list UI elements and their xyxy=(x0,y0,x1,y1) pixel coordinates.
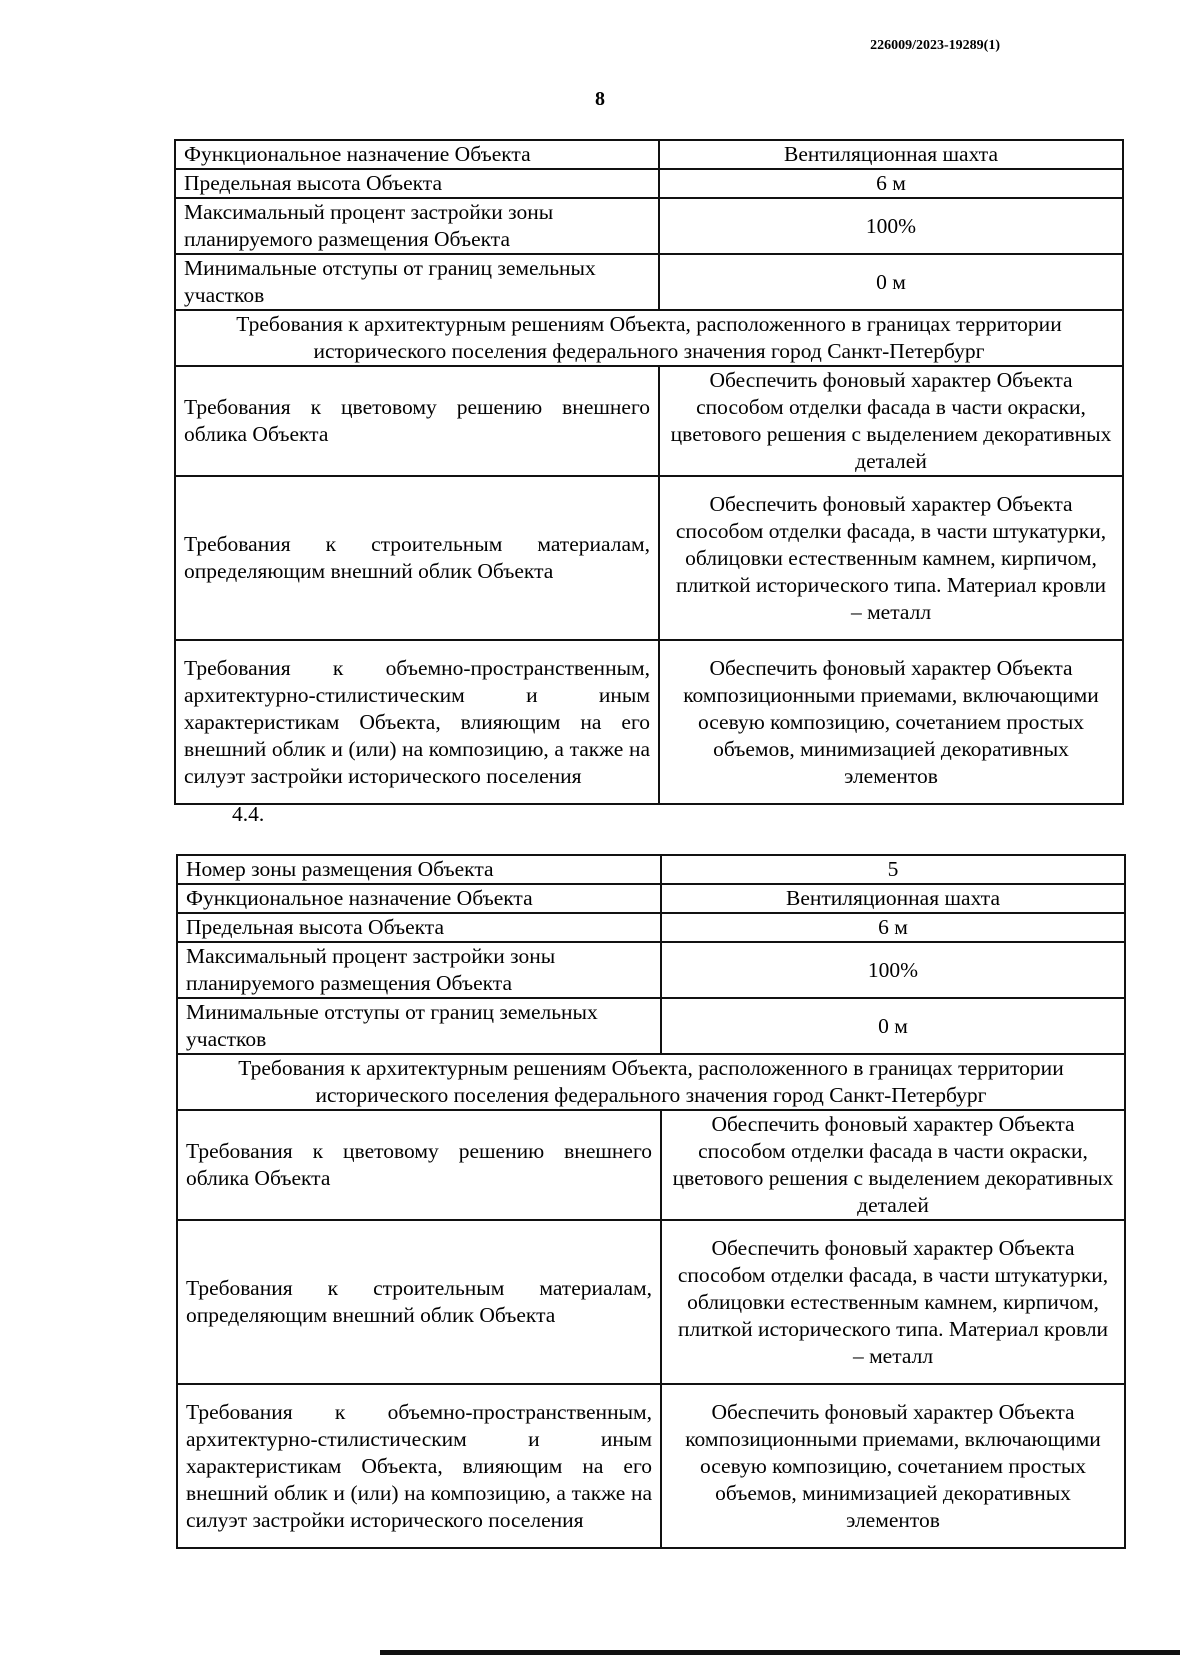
requirement-label: Требования к объемно-пространственным, архитектурно-стилистическим и иным характеристикам Объекта, влияющим на его внешний облик и (или) на композицию, а также на силуэт застройки исторического поселения xyxy=(177,1384,661,1548)
table-row xyxy=(175,140,1123,169)
section-heading-row xyxy=(177,1054,1125,1110)
table-row xyxy=(177,1384,1125,1548)
row-value: 100% xyxy=(659,198,1123,254)
bottom-divider xyxy=(380,1650,1180,1655)
requirement-value: Обеспечить фоновый характер Объекта композиционными приемами, включающими осевую композицию, сочетанием простых объемов, минимизацией декоративных элементов xyxy=(659,640,1123,804)
requirement-value: Обеспечить фоновый характер Объекта способом отделки фасада, в части штукатурки, облицовки естественным камнем, кирпичом, плиткой исторического типа. Материал кровли – металл xyxy=(661,1220,1125,1384)
requirement-label: Требования к строительным материалам, определяющим внешний облик Объекта xyxy=(175,476,659,640)
table-row xyxy=(175,254,1123,310)
requirements-table-1 xyxy=(174,139,1124,805)
row-value: Вентиляционная шахта xyxy=(661,884,1125,913)
table-row xyxy=(177,884,1125,913)
row-label: Номер зоны размещения Объекта xyxy=(177,855,661,884)
row-label: Функциональное назначение Объекта xyxy=(177,884,661,913)
row-label: Максимальный процент застройки зоны планируемого размещения Объекта xyxy=(175,198,659,254)
section-heading: Требования к архитектурным решениям Объекта, расположенного в границах территории исторического поселения федерального значения город Санкт-Петербург xyxy=(177,1054,1125,1110)
row-label: Предельная высота Объекта xyxy=(177,913,661,942)
requirement-label: Требования к объемно-пространственным, архитектурно-стилистическим и иным характеристикам Объекта, влияющим на его внешний облик и (или) на композицию, а также на силуэт застройки исторического поселения xyxy=(175,640,659,804)
row-value: 6 м xyxy=(659,169,1123,198)
table-row xyxy=(175,198,1123,254)
row-label: Предельная высота Объекта xyxy=(175,169,659,198)
requirement-value: Обеспечить фоновый характер Объекта композиционными приемами, включающими осевую композицию, сочетанием простых объемов, минимизацией декоративных элементов xyxy=(661,1384,1125,1548)
section-heading-row xyxy=(175,310,1123,366)
row-value: 5 xyxy=(661,855,1125,884)
row-value: 0 м xyxy=(661,998,1125,1054)
section-number: 4.4. xyxy=(232,802,265,826)
requirement-label: Требования к строительным материалам, определяющим внешний облик Объекта xyxy=(177,1220,661,1384)
requirement-label: Требования к цветовому решению внешнего облика Объекта xyxy=(175,366,659,476)
row-value: 0 м xyxy=(659,254,1123,310)
row-value: 100% xyxy=(661,942,1125,998)
table-row xyxy=(177,855,1125,884)
section-heading: Требования к архитектурным решениям Объекта, расположенного в границах территории исторического поселения федерального значения город Санкт-Петербург xyxy=(175,310,1123,366)
table-row xyxy=(177,942,1125,998)
requirement-value: Обеспечить фоновый характер Объекта способом отделки фасада в части окраски, цветового решения с выделением декоративных деталей xyxy=(659,366,1123,476)
row-value: 6 м xyxy=(661,913,1125,942)
row-label: Функциональное назначение Объекта xyxy=(175,140,659,169)
row-label: Максимальный процент застройки зоны планируемого размещения Объекта xyxy=(177,942,661,998)
requirement-value: Обеспечить фоновый характер Объекта способом отделки фасада, в части штукатурки, облицовки естественным камнем, кирпичом, плиткой исторического типа. Материал кровли – металл xyxy=(659,476,1123,640)
requirement-label: Требования к цветовому решению внешнего облика Объекта xyxy=(177,1110,661,1220)
table-row xyxy=(175,169,1123,198)
table-row xyxy=(177,1220,1125,1384)
row-label: Минимальные отступы от границ земельных участков xyxy=(177,998,661,1054)
table-row xyxy=(175,640,1123,804)
table-row xyxy=(177,998,1125,1054)
document-number: 226009/2023-19289(1) xyxy=(870,38,1000,53)
row-label: Минимальные отступы от границ земельных участков xyxy=(175,254,659,310)
row-value: Вентиляционная шахта xyxy=(659,140,1123,169)
table-row xyxy=(177,1110,1125,1220)
requirements-table-2 xyxy=(176,854,1126,1549)
table-row xyxy=(175,366,1123,476)
table-row xyxy=(177,913,1125,942)
requirement-value: Обеспечить фоновый характер Объекта способом отделки фасада в части окраски, цветового решения с выделением декоративных деталей xyxy=(661,1110,1125,1220)
page-number: 8 xyxy=(595,88,605,110)
table-row xyxy=(175,476,1123,640)
